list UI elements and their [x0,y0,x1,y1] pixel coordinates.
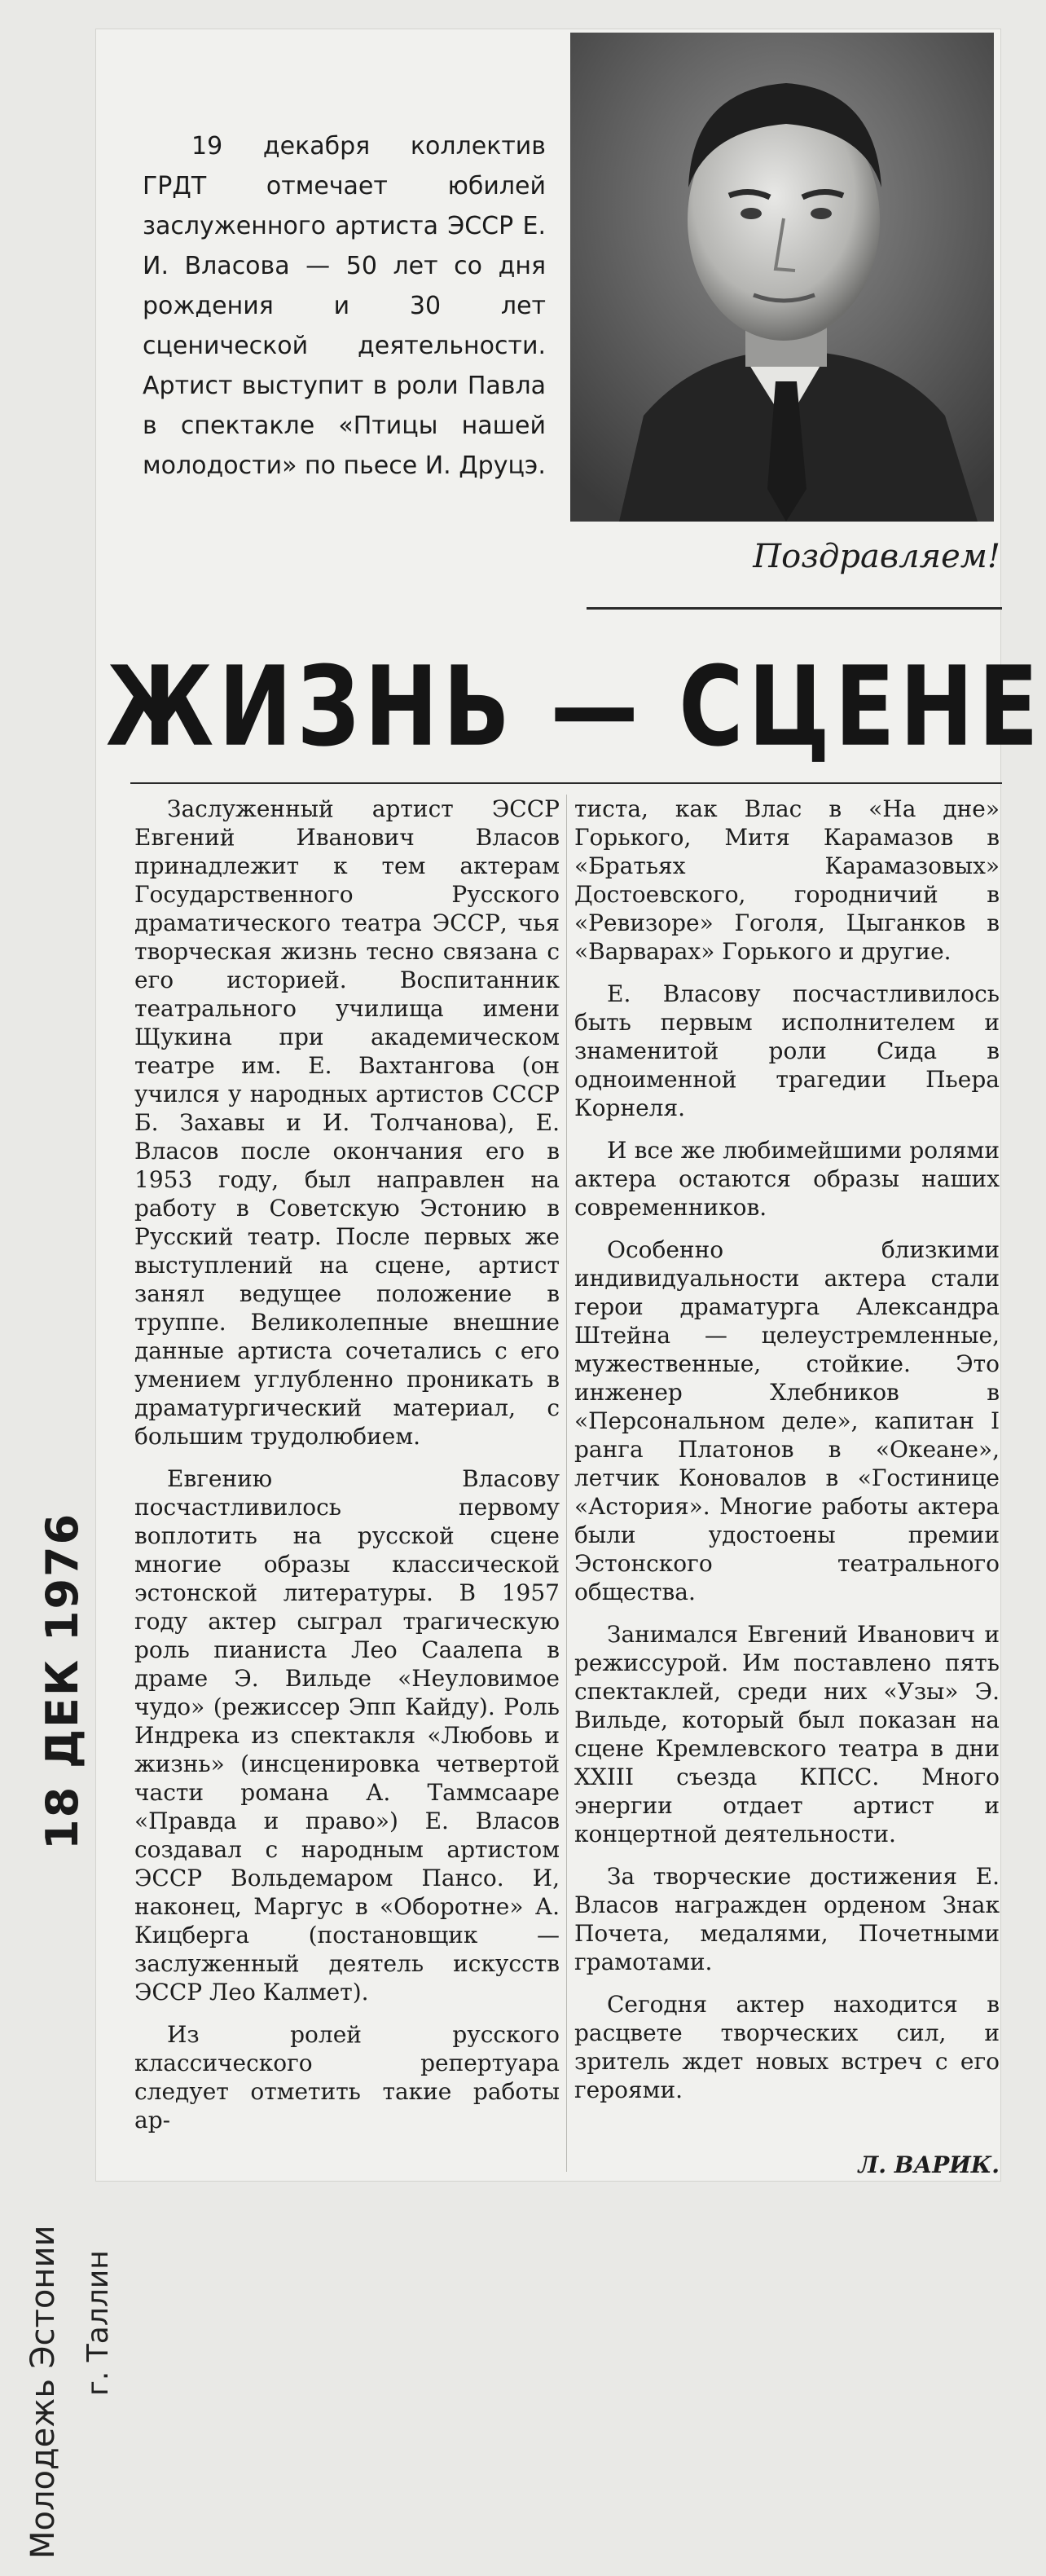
portrait-photo [570,33,994,522]
caption-rule [587,607,1002,610]
article-paragraph: Из ролей русского классического репертуара следует отметить такие работы ар- [134,2021,560,2133]
column-divider [566,795,567,2172]
source-city: г. Таллин [81,2250,115,2396]
article-paragraph: тиста, как Влас в «На дне» Горького, Митя Карамазов в «Братьях Карамазовых» Достоевского, городничий в «Ревизоре» Гоголя, Цыганков в «Варварах» Горького и другие. [574,795,1000,965]
article-paragraph: Особенно близкими индивидуальности актера стали герои драматурга Александра Штейна — целеустремленные, мужественные, стойкие. Это инженер Хлебников в «Персональном деле», капитан I ранга Платонов в «Океане», летчик Коновалов в «Гостинице «Астория». Многие работы актера были удостоены премии Эстонского театрального общества. [574,1236,1000,1605]
date-stamp: 18 ДЕК 1976 [37,1512,88,1850]
article-paragraph: Сегодня актер находится в расцвете творческих сил, и зритель ждет новых встреч с его героями. [574,1991,1000,2103]
article-paragraph: Заслуженный артист ЭССР Евгений Иванович Власов принадлежит к тем актерам Государственного Русского драматического театра ЭССР, чья творческая жизнь тесно связана с его историей. Воспитанник театрального училища имени Щукина при академическом театре им. Е. Вахтангова (он учился у народных артистов СССР Б. Захавы и И. Толчанова), Е. Власов после окончания его в 1953 году, был направлен на работу в Советскую Эстонию в Русский театр. После первых же выступлений на сцене, артист занял ведущее положение в труппе. Великолепные внешние данные артиста сочетались с его умением углубленно проникать в драматургический материал, с большим трудолюбием. [134,795,560,1450]
article-paragraph: Е. Власову посчастливилось быть первым исполнителем и знаменитой роли Сида в одноименной трагедии Пьера Корнеля. [574,980,1000,1121]
lead-paragraph: 19 декабря коллектив ГРДТ отмечает юбилей заслуженного артиста ЭССР Е. И. Власова — 50 лет со дня рождения и 30 лет сценической деятельности. Артист выступит в роли Павла в спектакле «Птицы нашей молодости» по пьесе И. Друцэ. [143,132,546,480]
article-paragraph: Занимался Евгений Иванович и режиссурой. Им поставлено пять спектаклей, среди них «Узы» Э. Вильде, который был показан на сцене Кремлевского театра в дни XXIII съезда КПСС. Много энергии отдает артист и концертной деятельности. [574,1621,1000,1847]
article-paragraph: За творческие достижения Е. Власов награжден орденом Знак Почета, медалями, Почетными грамотами. [574,1863,1000,1975]
congrats-caption: Поздравляем! [753,538,1000,575]
headline-rule [130,782,1002,784]
article-paragraph: Евгению Власову посчастливилось первому воплотить на русской сцене многие образы классической эстонской литературы. В 1957 году актер сыграл трагическую роль пианиста Лео Саалепа в драме Э. Вильде «Неуловимое чудо» (режиссер Эпп Кайду). Роль Индрека из спектакля «Любовь и жизнь» (инсценировка четвертой части романа А. Таммсааре «Правда и право») Е. Власов создавал с народным артистом ЭССР Вольдемаром Пансо. И, наконец, Маргус в «Оборотне» А. Кицберга (постановщик — заслуженный деятель искусств ЭССР Лео Калмет). [134,1465,560,2006]
article-column-right [574,795,1000,2118]
headline: ЖИЗНЬ — СЦЕНЕ [106,644,1044,772]
source-newspaper: Молодежь Эстонии [24,2225,62,2559]
article-column-left [134,795,560,2148]
author-signature: Л. ВАРИК. [858,2151,1000,2178]
article-paragraph: И все же любимейшими ролями актера остаются образы наших современников. [574,1137,1000,1221]
